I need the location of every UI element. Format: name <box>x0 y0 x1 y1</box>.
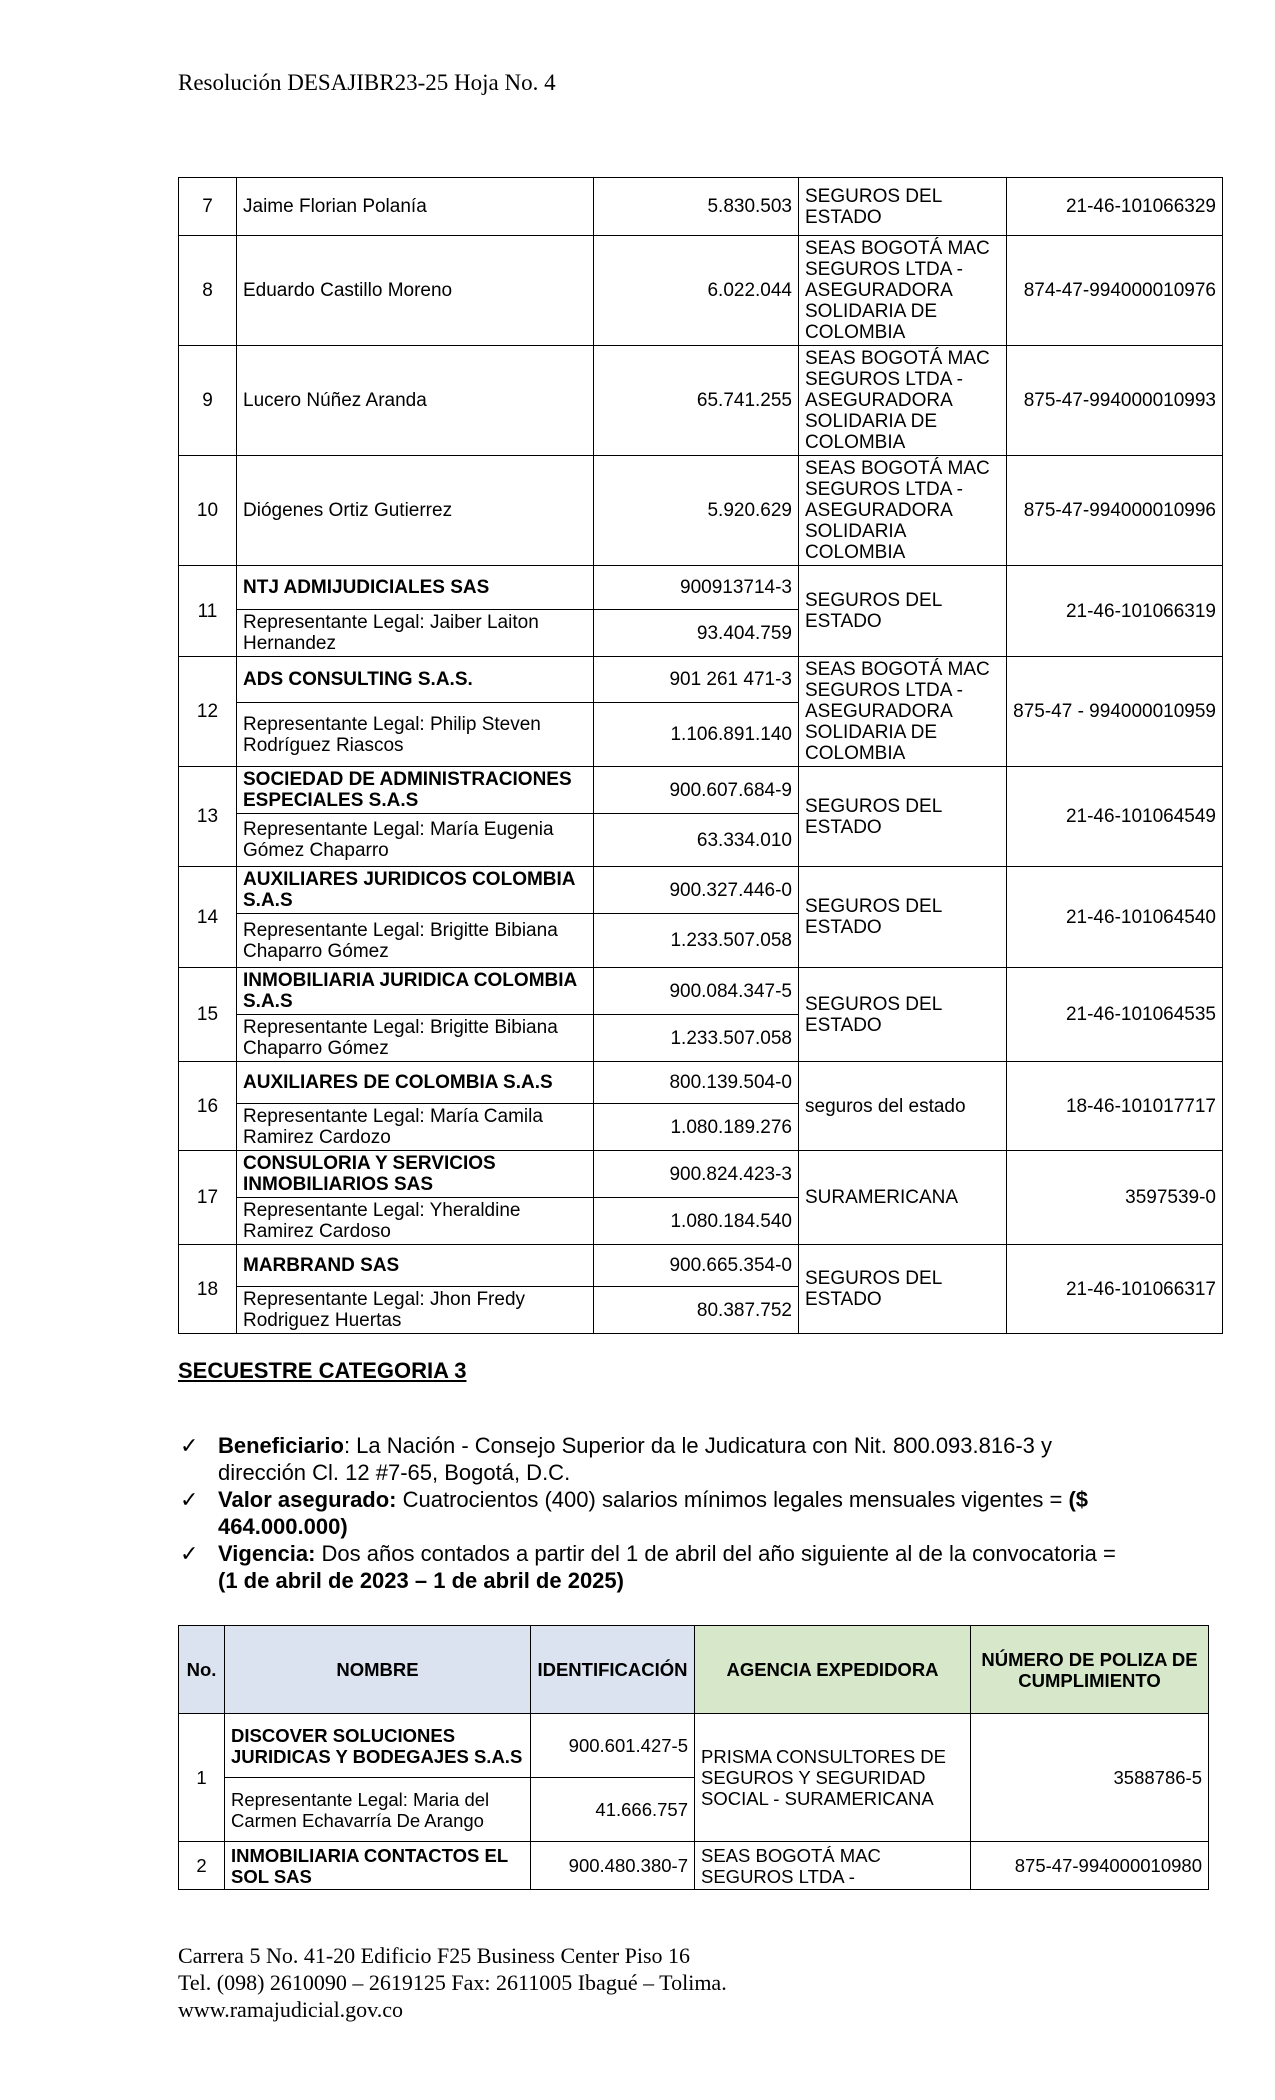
representative-name: Representante Legal: Brigitte Bibiana Chaparro Gómez <box>237 1015 594 1062</box>
representative-id: 1.080.189.276 <box>594 1104 799 1151</box>
person-name: Diógenes Ortiz Gutierrez <box>237 456 594 566</box>
company-name: AUXILIARES JURIDICOS COLOMBIA S.A.S <box>237 867 594 914</box>
company-name: DISCOVER SOLUCIONES JURIDICAS Y BODEGAJES S.A.S <box>225 1714 531 1778</box>
company-id: 900.665.354-0 <box>594 1245 799 1287</box>
identification: 65.741.255 <box>594 346 799 456</box>
row-number: 17 <box>179 1151 237 1245</box>
representative-name: Representante Legal: Philip Steven Rodríguez Riascos <box>237 703 594 767</box>
row-number: 9 <box>179 346 237 456</box>
company-name: INMOBILIARIA CONTACTOS EL SOL SAS <box>225 1842 531 1890</box>
row-number: 11 <box>179 566 237 657</box>
agency: SEGUROS DEL ESTADO <box>799 566 1007 657</box>
row-number: 15 <box>179 968 237 1062</box>
beneficiario-text: : La Nación - Consejo Superior da le Judicatura con Nit. 800.093.816-3 y dirección Cl. 12 #7-65, Bogotá, D.C. <box>218 1433 1053 1485</box>
row-number: 7 <box>179 178 237 236</box>
checkmark-icon: ✓ <box>180 1487 199 1512</box>
representative-id: 1.106.891.140 <box>594 703 799 767</box>
representative-id: 1.080.184.540 <box>594 1198 799 1245</box>
valor-label: Valor asegurado: <box>218 1487 397 1512</box>
agency: SEGUROS DEL ESTADO <box>799 178 1007 236</box>
policy-number: 21-46-101064549 <box>1007 767 1223 867</box>
company-name: AUXILIARES DE COLOMBIA S.A.S <box>237 1062 594 1104</box>
table-row <box>179 657 1223 703</box>
page-footer <box>178 1942 727 2023</box>
company-id: 800.139.504-0 <box>594 1062 799 1104</box>
agency: SEAS BOGOTÁ MAC SEGUROS LTDA - ASEGURADORA SOLIDARIA DE COLOMBIA <box>799 346 1007 456</box>
row-number: 18 <box>179 1245 237 1334</box>
row-number: 8 <box>179 236 237 346</box>
company-name: MARBRAND SAS <box>237 1245 594 1287</box>
page-header: Resolución DESAJIBR23-25 Hoja No. 4 <box>178 70 556 95</box>
agency: SEAS BOGOTÁ MAC SEGUROS LTDA - ASEGURADORA SOLIDARIA DE COLOMBIA <box>799 236 1007 346</box>
header-no: No. <box>179 1626 225 1714</box>
representative-id: 41.666.757 <box>531 1778 695 1842</box>
row-number: 14 <box>179 867 237 968</box>
requirements-list <box>178 1432 1118 1594</box>
secuestre-table <box>178 1625 1209 1890</box>
company-id: 901 261 471-3 <box>594 657 799 703</box>
header-nombre: NOMBRE <box>225 1626 531 1714</box>
identification: 5.920.629 <box>594 456 799 566</box>
table-row <box>179 968 1223 1015</box>
person-name: Lucero Núñez Aranda <box>237 346 594 456</box>
company-id: 900.601.427-5 <box>531 1714 695 1778</box>
identification: 5.830.503 <box>594 178 799 236</box>
auxiliares-table <box>178 177 1223 1334</box>
company-name: SOCIEDAD DE ADMINISTRACIONES ESPECIALES S.A.S <box>237 767 594 814</box>
footer-phone: Tel. (098) 2610090 – 2619125 Fax: 2611005 Ibagué – Tolima. <box>178 1970 727 1995</box>
agency: PRISMA CONSULTORES DE SEGUROS Y SEGURIDAD SOCIAL - SURAMERICANA <box>695 1714 971 1842</box>
policy-number: 18-46-101017717 <box>1007 1062 1223 1151</box>
table-row <box>179 566 1223 610</box>
representative-name: Representante Legal: Jaiber Laiton Hernandez <box>237 610 594 657</box>
policy-number: 3588786-5 <box>971 1714 1209 1842</box>
agency: SEAS BOGOTÁ MAC SEGUROS LTDA - ASEGURADORA SOLIDARIA COLOMBIA <box>799 456 1007 566</box>
policy-number: 21-46-101066319 <box>1007 566 1223 657</box>
vigencia-dates: (1 de abril de 2023 – 1 de abril de 2025) <box>218 1568 624 1593</box>
agency: SEGUROS DEL ESTADO <box>799 767 1007 867</box>
table-header-row <box>179 1626 1209 1714</box>
table-row <box>179 456 1223 566</box>
representative-name: Representante Legal: María Camila Ramirez Cardozo <box>237 1104 594 1151</box>
table-row <box>179 1842 1209 1890</box>
representative-id: 1.233.507.058 <box>594 914 799 968</box>
representative-id: 1.233.507.058 <box>594 1015 799 1062</box>
policy-number: 21-46-101064540 <box>1007 867 1223 968</box>
representative-name: Representante Legal: Jhon Fredy Rodriguez Huertas <box>237 1287 594 1334</box>
header-identificacion: IDENTIFICACIÓN <box>531 1626 695 1714</box>
identification: 6.022.044 <box>594 236 799 346</box>
representative-name: Representante Legal: Brigitte Bibiana Chaparro Gómez <box>237 914 594 968</box>
list-item-valor <box>178 1486 1118 1540</box>
list-item-vigencia <box>178 1540 1118 1594</box>
person-name: Eduardo Castillo Moreno <box>237 236 594 346</box>
agency: SEAS BOGOTÁ MAC SEGUROS LTDA - ASEGURADORA SOLIDARIA DE COLOMBIA <box>799 657 1007 767</box>
company-id: 900.824.423-3 <box>594 1151 799 1198</box>
header-poliza: NÚMERO DE POLIZA DE CUMPLIMIENTO <box>971 1626 1209 1714</box>
policy-number: 21-46-101064535 <box>1007 968 1223 1062</box>
company-name: CONSULORIA Y SERVICIOS INMOBILIARIOS SAS <box>237 1151 594 1198</box>
company-id: 900.084.347-5 <box>594 968 799 1015</box>
representative-id: 80.387.752 <box>594 1287 799 1334</box>
vigencia-label: Vigencia: <box>218 1541 316 1566</box>
row-number: 10 <box>179 456 237 566</box>
policy-number: 875-47-994000010996 <box>1007 456 1223 566</box>
valor-amount: ($ 464.000.000) <box>218 1487 1089 1539</box>
list-item-beneficiario <box>178 1432 1118 1486</box>
table-row <box>179 767 1223 814</box>
person-name: Jaime Florian Polanía <box>237 178 594 236</box>
policy-number: 21-46-101066317 <box>1007 1245 1223 1334</box>
company-name: ADS CONSULTING S.A.S. <box>237 657 594 703</box>
representative-name: Representante Legal: María Eugenia Gómez Chaparro <box>237 814 594 867</box>
policy-number: 21-46-101066329 <box>1007 178 1223 236</box>
table-row <box>179 1062 1223 1104</box>
header-agencia: AGENCIA EXPEDIDORA <box>695 1626 971 1714</box>
policy-number: 874-47-994000010976 <box>1007 236 1223 346</box>
table-row <box>179 346 1223 456</box>
agency: SEGUROS DEL ESTADO <box>799 1245 1007 1334</box>
company-id: 900.607.684-9 <box>594 767 799 814</box>
row-number: 12 <box>179 657 237 767</box>
agency: SEGUROS DEL ESTADO <box>799 968 1007 1062</box>
row-number: 2 <box>179 1842 225 1890</box>
company-id: 900.480.380-7 <box>531 1842 695 1890</box>
row-number: 1 <box>179 1714 225 1842</box>
company-id: 900913714-3 <box>594 566 799 610</box>
company-id: 900.327.446-0 <box>594 867 799 914</box>
auxiliares-table-body <box>179 178 1223 1334</box>
footer-website: www.ramajudicial.gov.co <box>178 1997 404 2022</box>
table-row <box>179 867 1223 914</box>
representative-id: 63.334.010 <box>594 814 799 867</box>
table-row <box>179 1151 1223 1198</box>
checkmark-icon: ✓ <box>180 1433 199 1458</box>
agency: SEGUROS DEL ESTADO <box>799 867 1007 968</box>
table-row <box>179 1245 1223 1287</box>
valor-text: Cuatrocientos (400) salarios mínimos legales mensuales vigentes = <box>396 1487 1069 1512</box>
representative-id: 93.404.759 <box>594 610 799 657</box>
policy-number: 875-47-994000010980 <box>971 1842 1209 1890</box>
section-title: SECUESTRE CATEGORIA 3 <box>178 1358 467 1383</box>
agency: SEAS BOGOTÁ MAC SEGUROS LTDA - <box>695 1842 971 1890</box>
vigencia-text: Dos años contados a partir del 1 de abril del año siguiente al de la convocatoria = <box>315 1541 1116 1566</box>
table-row <box>179 236 1223 346</box>
company-name: INMOBILIARIA JURIDICA COLOMBIA S.A.S <box>237 968 594 1015</box>
company-name: NTJ ADMIJUDICIALES SAS <box>237 566 594 610</box>
checkmark-icon: ✓ <box>180 1541 199 1566</box>
footer-address: Carrera 5 No. 41-20 Edificio F25 Business Center Piso 16 <box>178 1943 691 1968</box>
beneficiario-label: Beneficiario <box>218 1433 344 1458</box>
policy-number: 875-47 - 994000010959 <box>1007 657 1223 767</box>
table-row <box>179 178 1223 236</box>
row-number: 13 <box>179 767 237 867</box>
table-row <box>179 1714 1209 1778</box>
row-number: 16 <box>179 1062 237 1151</box>
representative-name: Representante Legal: Yheraldine Ramirez Cardoso <box>237 1198 594 1245</box>
agency: SURAMERICANA <box>799 1151 1007 1245</box>
policy-number: 3597539-0 <box>1007 1151 1223 1245</box>
representative-name: Representante Legal: Maria del Carmen Echavarría De Arango <box>225 1778 531 1842</box>
policy-number: 875-47-994000010993 <box>1007 346 1223 456</box>
agency: seguros del estado <box>799 1062 1007 1151</box>
